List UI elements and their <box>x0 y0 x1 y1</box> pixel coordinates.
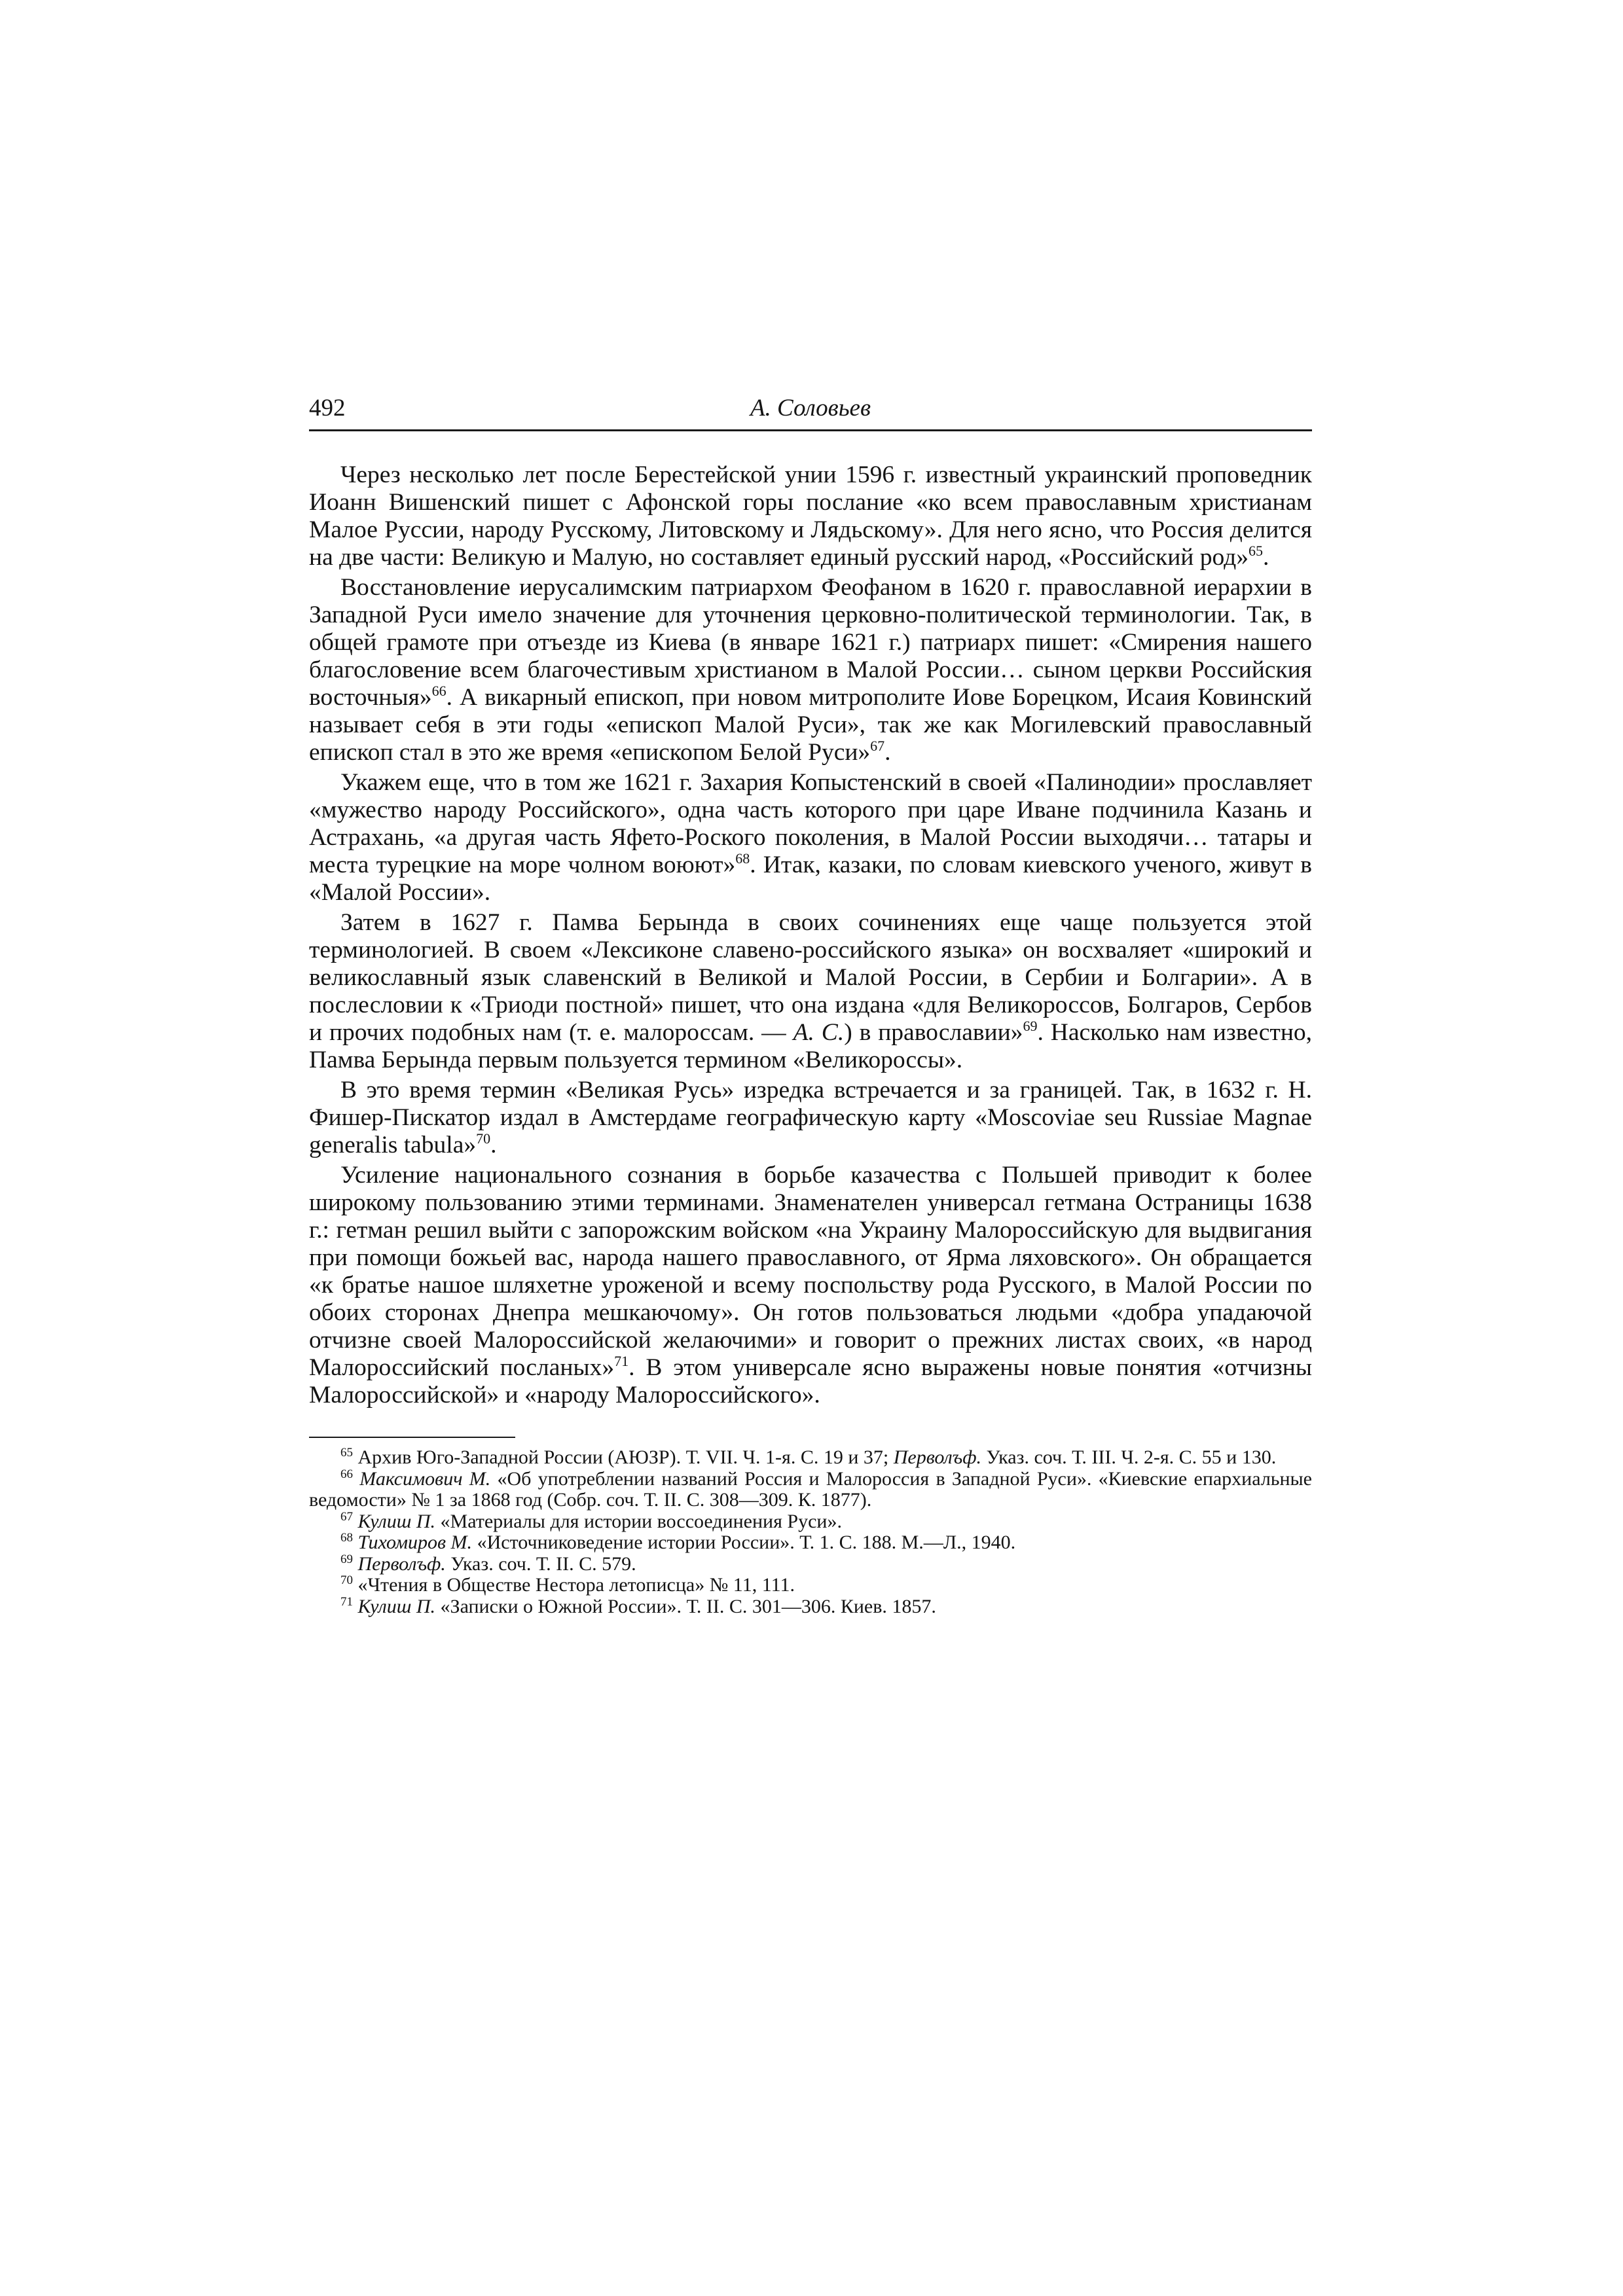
footnote-ref: 66 <box>431 683 447 699</box>
footnote-ref: 69 <box>1023 1018 1038 1034</box>
text-run: . Итак, казаки, по словам киевского ученого, живут в «Малой России». <box>309 852 1312 906</box>
paragraph <box>309 909 1312 1074</box>
text-run <box>353 1532 358 1553</box>
footnote-ref: 65 <box>340 1446 353 1460</box>
page <box>309 393 1312 1617</box>
text-run <box>353 1596 358 1617</box>
paragraph <box>309 1162 1312 1409</box>
footnote <box>309 1532 1312 1554</box>
text-run: Затем в 1627 г. Памва Берында в своих сочинениях еще чаще пользуется этой терминологией. В своем «Лексиконе славено-российского языка» он восхваляет «широкий и великославный язык славенский в Великой и Малой России, в Сербии и Болгарии». А в послесловии к «Триоди постной» пишет, что она издана «для Великороссов, Болгаров, Сербов и прочих подобных нам (т. е. малороссам. — <box>309 909 1312 1046</box>
text-run: Через несколько лет после Берестейской унии 1596 г. известный украинский проповедник Иоанн Вишенский пишет с Афонской горы послание «ко всем православным христианам Малое Руссии, народу Русскому, Литовскому и Лядьскому». Для него ясно, что Россия делится на две части: Великую и Малую, но составляет единый русский народ, «Российский род» <box>309 461 1312 571</box>
italic-text: Кулиш П. <box>357 1510 436 1532</box>
text-run: В это время термин «Великая Русь» изредка встречается и за границей. Так, в 1632 г. Н. Фишер-Пискатор издал в Амстердаме географическую карту «Moscoviae seu Russiae Magnae generalis tabula» <box>309 1077 1312 1158</box>
footnote-divider <box>309 1437 515 1438</box>
footnote-ref: 67 <box>870 738 885 754</box>
text-run <box>353 1468 359 1490</box>
footnotes <box>309 1447 1312 1617</box>
footnote <box>309 1511 1312 1533</box>
paragraph <box>309 1077 1312 1159</box>
text-run: . <box>884 739 891 766</box>
text-run: Указ. соч. Т. II. С. 579. <box>445 1552 636 1575</box>
footnote-ref: 68 <box>340 1531 353 1545</box>
footnote-ref: 71 <box>614 1353 629 1369</box>
text-run: . А викарный епископ, при новом митрополите Иове Борецком, Исаия Ковинский называет себя в эти годы «епископ Малой Руси», так же как Могилевский православный епископ стал в это же время «епископом Белой Руси» <box>309 684 1312 766</box>
paragraph <box>309 461 1312 571</box>
footnote-ref: 69 <box>340 1552 353 1566</box>
text-run: . <box>490 1132 497 1158</box>
italic-text: Перволъф. <box>893 1446 982 1468</box>
footnote <box>309 1469 1312 1511</box>
text-run: «Материалы для истории воссоединения Руси». <box>435 1510 842 1532</box>
italic-text: Максимович М. <box>359 1467 491 1490</box>
footnote-ref: 66 <box>340 1467 353 1481</box>
text-run: «Источниковедение истории России». Т. 1. С. 188. М.—Л., 1940. <box>472 1532 1016 1553</box>
page-number: 492 <box>309 395 346 422</box>
text-run: Восстановление иерусалимским патриархом Феофаном в 1620 г. православной иерархии в Западной Руси имело значение для уточнения церковно-политической терминологии. Так, в общей грамоте при отъезде из Киева (в январе 1621 г.) патриарх пишет: «Смирения нашего благословение всем благочестивым христианом в Малой России… сыном церкви Российския восточныя» <box>309 574 1312 711</box>
text-run: Усиление национального сознания в борьбе казачества с Польшей приводит к более широкому пользованию этими терминами. Знаменателен универсал гетмана Остраницы 1638 г.: гетман решил выйти с запорожским войском «на Украину Малороссийскую для выдвигания при помощи божьей вас, народа нашего православного, от Ярма ляховского». Он обращается «к братье нашое шляхетне уроженой и всему поспольству рода Русского, в Малой России по обоих сторонах Днепра мешкаючому». Он готов пользоваться людьми «добра упадаючой отчизне своей Малороссийской желаючими» и говорит о прежних листах своих, «в народ Малороссийский посланых» <box>309 1162 1312 1381</box>
text-run: «Об употреблении названий Россия и Малороссия в Западной Руси». «Киевские епархиальные ведомости» № 1 за 1868 год (Собр. соч. Т. II. С. 308—309. К. 1877). <box>309 1467 1312 1511</box>
italic-text: Кулиш П. <box>357 1595 436 1617</box>
running-header <box>309 393 1312 431</box>
text-run: . <box>1262 544 1269 571</box>
text-run: «Записки о Южной России». Т. II. С. 301—306. Киев. 1857. <box>435 1595 936 1617</box>
footnote-ref: 71 <box>340 1594 353 1609</box>
footnote-ref: 68 <box>735 850 750 867</box>
text-run: . В этом универсале ясно выражены новые понятия «отчизны Малороссийской» и «народу Малороссийского». <box>309 1354 1312 1408</box>
paragraph <box>309 574 1312 766</box>
text-run: Укажем еще, что в том же 1621 г. Захария Копыстенский в своей «Палинодии» прославляет «мужество народу Российского», одна часть которого при царе Иване подчинила Казань и Астрахань, «а другая часть Яфето-Роского поколения, в Малой России выходячи… татары и места турецкие на море чолном воюют» <box>309 769 1312 878</box>
text-run: Архив Юго-Западной России (АЮЗР). Т. VII. Ч. 1-я. С. 19 и 37; <box>353 1446 894 1468</box>
footnote-ref: 70 <box>476 1130 491 1147</box>
body-text <box>309 461 1312 1409</box>
footnote <box>309 1447 1312 1469</box>
text-run <box>353 1553 358 1575</box>
italic-text: Перволъф. <box>357 1552 446 1575</box>
paragraph <box>309 769 1312 906</box>
italic-text: А. С. <box>793 1019 845 1046</box>
footnote <box>309 1554 1312 1575</box>
text-run: «Чтения в Обществе Нестора летописца» № 11, 111. <box>353 1574 795 1596</box>
italic-text: Тихомиров М. <box>357 1532 473 1553</box>
text-run <box>353 1511 358 1532</box>
footnote-ref: 70 <box>340 1573 353 1587</box>
text-run: ) в православии» <box>844 1019 1023 1046</box>
footnote <box>309 1575 1312 1596</box>
footnote-ref: 67 <box>340 1509 353 1524</box>
running-title: А. Соловьев <box>750 395 871 422</box>
text-run: . Насколько нам известно, Памва Берында первым пользуется термином «Великороссы». <box>309 1019 1313 1073</box>
footnote-ref: 65 <box>1248 543 1263 559</box>
text-run: Указ. соч. Т. III. Ч. 2-я. С. 55 и 130. <box>981 1446 1277 1468</box>
footnote <box>309 1596 1312 1618</box>
